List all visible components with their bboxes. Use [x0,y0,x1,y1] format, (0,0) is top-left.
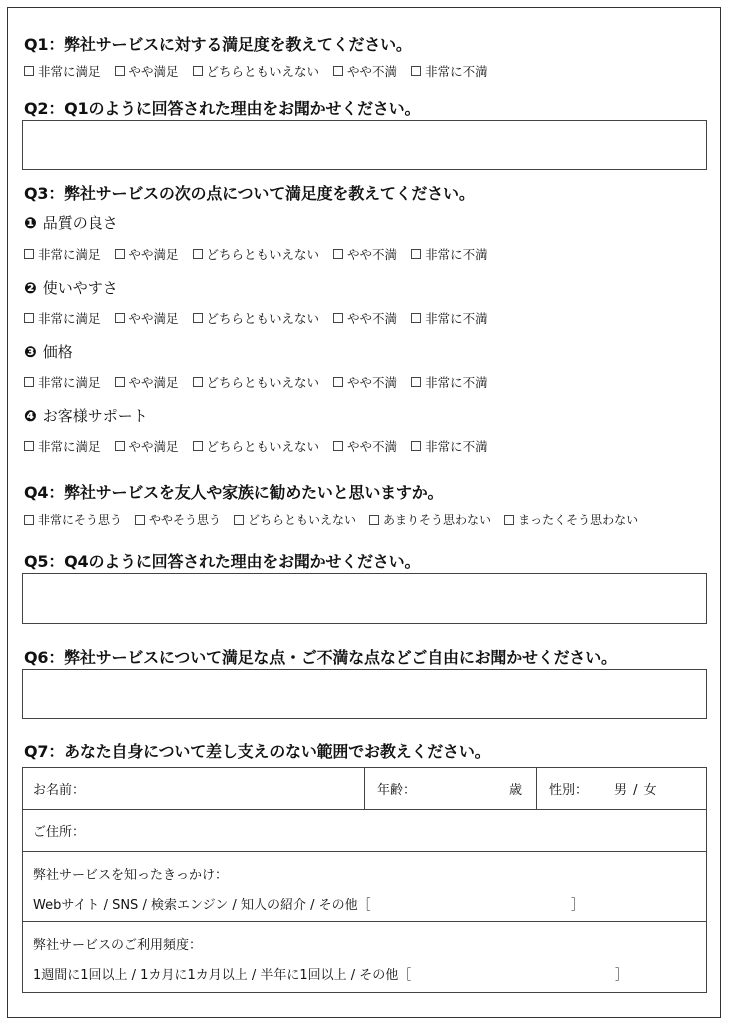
checkbox[interactable] [234,515,244,525]
q3-support-option-3[interactable] [193,437,320,455]
q3-support-option-2[interactable] [115,437,179,455]
checkbox[interactable] [411,313,421,323]
source-label: 弊社サービスを知ったきっかけ： [33,868,229,883]
q3-price-option-1[interactable] [24,373,101,391]
q3-item-number: ❹ [24,407,37,425]
checkbox[interactable] [333,441,343,451]
checkbox[interactable] [24,377,34,387]
checkbox[interactable] [193,66,203,76]
q3-item-price [24,341,73,362]
age-label: 年齢： [377,783,417,798]
gender-field[interactable] [537,768,706,809]
q3-quality-option-2[interactable] [115,245,179,263]
q1-option-4[interactable] [333,62,397,80]
q3-usability-options [24,309,488,327]
q3-quality-option-1[interactable] [24,245,101,263]
option-label: 非常に満足 [38,64,101,79]
checkbox[interactable] [115,313,125,323]
age-unit: 歳 [508,783,522,798]
option-label: どちらともいえない [248,513,357,527]
source-options-line [33,894,585,913]
checkbox[interactable] [24,313,34,323]
option-label: 非常に不満 [425,439,488,454]
q3-title: Q3：弊社サービスの次の点について満足度を教えてください。 [24,184,475,203]
checkbox[interactable] [115,249,125,259]
option-label: どちらともいえない [206,439,320,454]
option-label: 非常に不満 [425,64,488,79]
checkbox[interactable] [193,441,203,451]
q3-usability-option-5[interactable] [411,309,488,327]
q4-title: Q4：弊社サービスを友人や家族に勧めたいと思いますか。 [24,483,444,502]
q6-answer-box[interactable] [22,669,707,719]
option-label: どちらともいえない [206,311,320,326]
checkbox[interactable] [333,66,343,76]
q1-options [24,62,488,80]
q4-option-3[interactable] [234,511,356,528]
option-label: やや不満 [347,375,398,390]
q4-option-1[interactable] [24,511,122,528]
checkbox[interactable] [193,313,203,323]
checkbox[interactable] [115,66,125,76]
q6-title: Q6：弊社サービスについて満足な点・ご不満な点などご自由にお聞かせください。 [24,648,617,667]
gender-options: 男 / 女 [614,783,658,798]
option-label: どちらともいえない [206,375,320,390]
q3-item-support [24,405,148,426]
option-label: やや満足 [128,247,179,262]
q4-option-4[interactable] [369,511,491,528]
q3-item-usability [24,277,118,298]
checkbox[interactable] [24,515,34,525]
option-label: ややそう思う [149,513,222,527]
option-label: まったくそう思わない [518,513,639,527]
q4-option-2[interactable] [135,511,221,528]
q3-usability-option-4[interactable] [333,309,397,327]
q7-title: Q7：あなた自身について差し支えのない範囲でお教えください。 [24,742,491,761]
q1-option-5[interactable] [411,62,488,80]
checkbox[interactable] [333,377,343,387]
q3-item-label: 品質の良さ [42,214,118,232]
q3-quality-option-5[interactable] [411,245,488,263]
q1-option-1[interactable] [24,62,101,80]
address-field[interactable] [23,810,706,852]
q1-title: Q1：弊社サービスに対する満足度を教えてください。 [24,35,412,54]
option-label: やや不満 [347,64,398,79]
q3-price-option-5[interactable] [411,373,488,391]
q4-option-5[interactable] [504,511,638,528]
checkbox[interactable] [135,515,145,525]
checkbox[interactable] [411,441,421,451]
checkbox[interactable] [411,66,421,76]
option-label: やや不満 [347,247,398,262]
option-label: 非常にそう思う [38,513,123,527]
frequency-options: 1週間に1回以上 / 1カ月に1カ月以上 / 半年に1回以上 / その他［ [33,968,412,983]
checkbox[interactable] [504,515,514,525]
option-label: やや不満 [347,439,398,454]
option-label: 非常に不満 [425,311,488,326]
option-label: どちらともいえない [206,64,320,79]
option-label: やや満足 [128,64,179,79]
checkbox[interactable] [333,313,343,323]
source-close-bracket: ］ [571,898,585,913]
q3-item-number: ❶ [24,214,37,232]
option-label: やや満足 [128,375,179,390]
checkbox[interactable] [24,66,34,76]
q3-item-number: ❷ [24,279,37,297]
q3-item-label: 使いやすさ [42,279,118,297]
checkbox[interactable] [369,515,379,525]
address-label: ご住所： [33,825,86,840]
frequency-field[interactable] [23,922,706,992]
q5-title: Q5：Q4のように回答された理由をお聞かせください。 [24,552,421,571]
option-label: どちらともいえない [206,247,320,262]
q2-answer-box[interactable] [22,120,707,170]
option-label: 非常に不満 [425,375,488,390]
frequency-label: 弊社サービスのご利用頻度： [33,938,203,953]
option-label: 非常に満足 [38,247,101,262]
checkbox[interactable] [411,377,421,387]
frequency-close-bracket: ］ [615,968,629,983]
name-label: お名前： [33,783,86,798]
option-label: 非常に満足 [38,375,101,390]
checkbox[interactable] [333,249,343,259]
name-field[interactable] [23,768,365,809]
option-label: あまりそう思わない [383,513,492,527]
q1-option-2[interactable] [115,62,179,80]
checkbox[interactable] [193,377,203,387]
checkbox[interactable] [411,249,421,259]
checkbox[interactable] [115,441,125,451]
q3-item-label: お客様サポート [42,407,148,425]
q3-support-option-5[interactable] [411,437,488,455]
gender-label: 性別： [549,783,589,798]
q1-option-3[interactable] [193,62,320,80]
option-label: 非常に満足 [38,439,101,454]
q3-item-quality [24,212,118,233]
option-label: やや不満 [347,311,398,326]
q3-usability-option-2[interactable] [115,309,179,327]
q3-price-options [24,373,488,391]
option-label: やや満足 [128,311,179,326]
age-field[interactable] [365,768,537,809]
q2-title: Q2：Q1のように回答された理由をお聞かせください。 [24,99,421,118]
q3-support-option-1[interactable] [24,437,101,455]
q5-answer-box[interactable] [22,573,707,624]
q3-usability-option-3[interactable] [193,309,320,327]
checkbox[interactable] [24,249,34,259]
option-label: やや満足 [128,439,179,454]
option-label: 非常に満足 [38,311,101,326]
checkbox[interactable] [193,249,203,259]
frequency-options-line [33,964,629,983]
q3-support-options [24,437,488,455]
source-field[interactable] [23,852,706,922]
source-options: Webサイト / SNS / 検索エンジン / 知人の紹介 / その他［ [33,898,371,913]
q3-item-label: 価格 [42,343,73,361]
q3-quality-option-3[interactable] [193,245,320,263]
q4-options [24,511,638,528]
checkbox[interactable] [24,441,34,451]
q3-usability-option-1[interactable] [24,309,101,327]
q3-price-option-2[interactable] [115,373,179,391]
option-label: 非常に不満 [425,247,488,262]
q3-price-option-4[interactable] [333,373,397,391]
profile-table [22,767,707,993]
q3-support-option-4[interactable] [333,437,397,455]
q3-item-number: ❸ [24,343,37,361]
q3-quality-option-4[interactable] [333,245,397,263]
profile-row-basic [23,768,706,810]
checkbox[interactable] [115,377,125,387]
q3-price-option-3[interactable] [193,373,320,391]
q3-quality-options [24,245,488,263]
